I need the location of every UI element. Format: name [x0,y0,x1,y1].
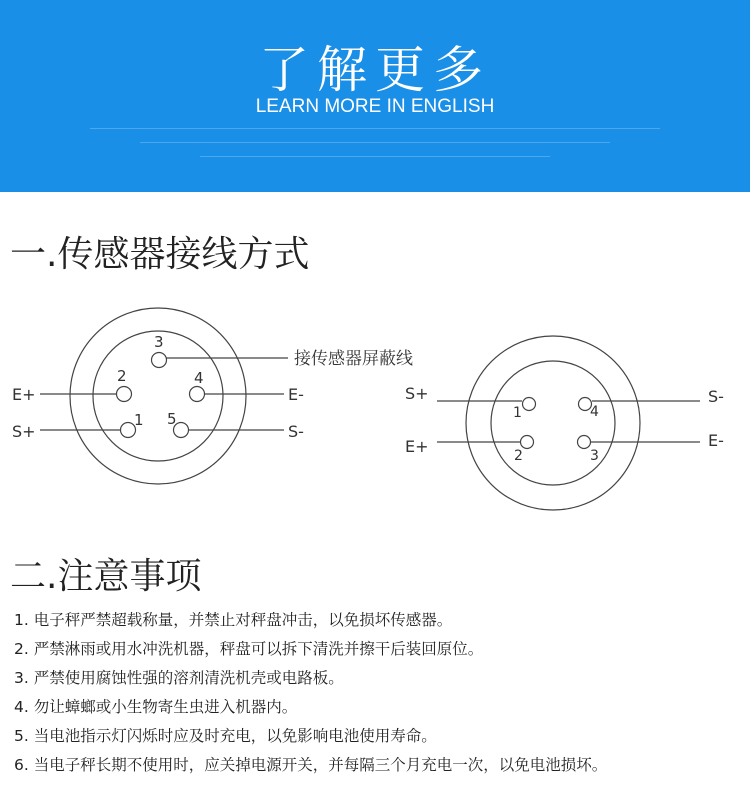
pin-4-label: 4 [194,369,204,387]
banner [0,0,750,192]
label-e-plus: E+ [405,437,429,456]
decorative-line [200,156,550,157]
label-e-minus: E- [288,385,304,404]
section-title-notes: 二.注意事项 [10,556,202,597]
section-title-wiring: 一.传感器接线方式 [10,234,310,275]
list-item: 4. 勿让蟑螂或小生物寄生虫进入机器内。 [14,698,298,716]
pin-3-label: 3 [590,448,599,464]
pin-2-label: 2 [117,367,127,385]
banner-subtitle: LEARN MORE IN ENGLISH [255,96,495,117]
label-s-plus: S+ [405,384,429,403]
pin-2 [117,387,132,402]
pin-5-label: 5 [167,410,177,428]
label-shield-wire: 接传感器屏蔽线 [294,349,413,369]
pin-1 [523,398,536,411]
pin-4 [190,387,205,402]
notes-list [14,606,607,780]
decorative-line [90,128,660,129]
pin-2 [521,436,534,449]
list-item: 3. 严禁使用腐蚀性强的溶剂清洗机壳或电路板。 [14,669,344,687]
label-s-plus: S+ [12,422,36,441]
label-e-minus: E- [708,431,724,450]
five-pin-connector [40,308,288,484]
four-pin-inner-ring [491,361,615,485]
decorative-line [140,142,610,143]
pin-2-label: 2 [514,448,523,464]
pin-1-label: 1 [513,405,522,421]
pin-4-label: 4 [590,404,599,420]
label-s-minus: S- [708,387,724,406]
list-item: 1. 电子秤严禁超载称量，并禁止对秤盘冲击，以免损坏传感器。 [14,611,453,629]
four-pin-connector [437,336,700,510]
pin-3 [578,436,591,449]
list-item: 2. 严禁淋雨或用水冲洗机器，秤盘可以拆下清洗并擦干后装回原位。 [14,640,484,658]
four-pin-outer-ring [466,336,640,510]
pin-3 [152,353,167,368]
label-e-plus: E+ [12,385,36,404]
label-s-minus: S- [288,422,304,441]
list-item: 6. 当电子秤长期不使用时，应关掉电源开关，并每隔三个月充电一次，以免电池损坏。 [14,756,608,774]
pin-3-label: 3 [154,333,164,351]
pin-1-label: 1 [134,411,144,429]
list-item: 5. 当电池指示灯闪烁时应及时充电，以免影响电池使用寿命。 [14,727,437,745]
wiring-diagram [0,290,750,530]
banner-title: 了解更多 [259,41,491,99]
